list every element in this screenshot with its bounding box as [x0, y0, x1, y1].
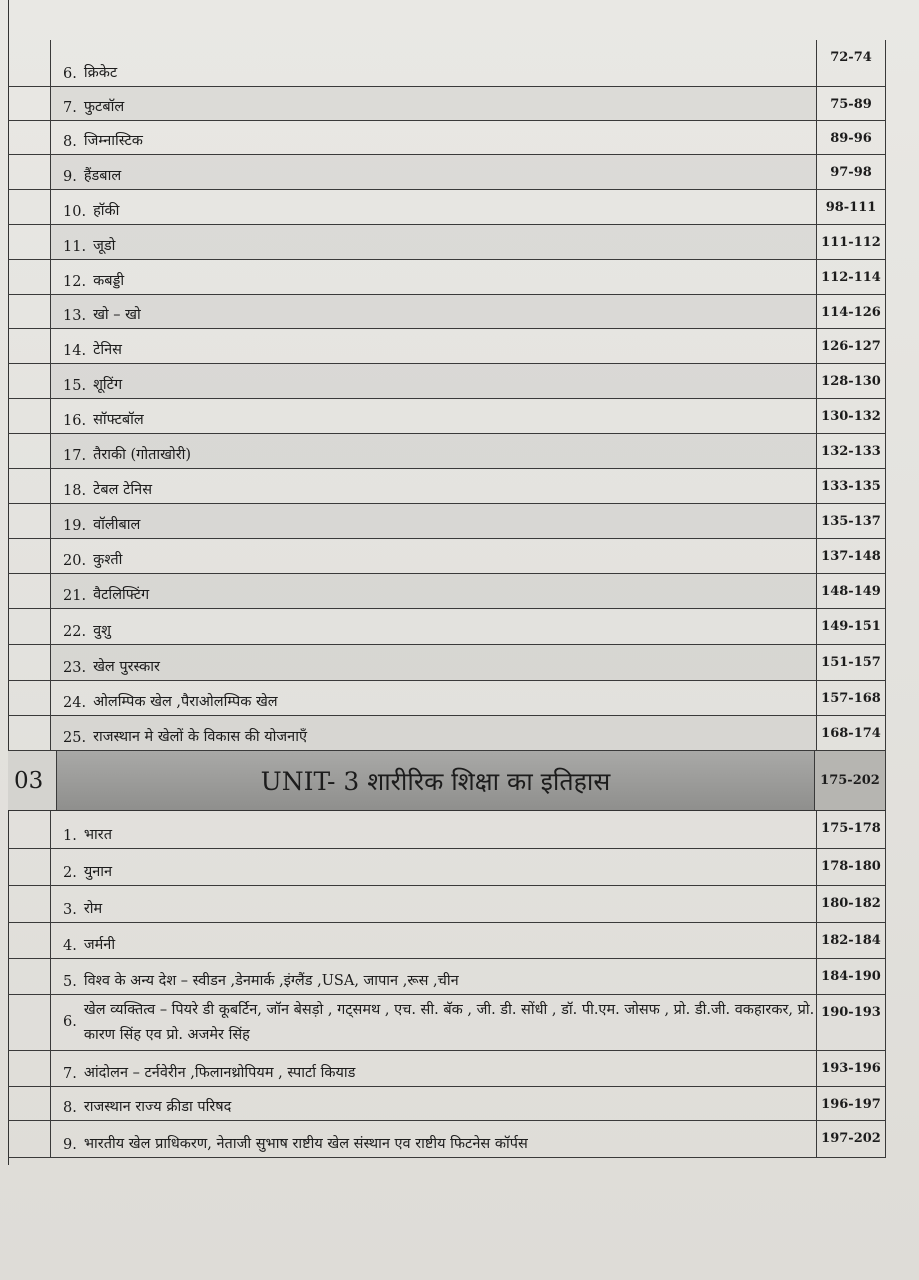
toc-entry-number: 24.	[63, 695, 87, 711]
toc-entry-text: युनान	[83, 864, 113, 880]
toc-entry-title	[50, 923, 816, 958]
toc-row	[8, 574, 886, 609]
toc-entry-title	[50, 681, 816, 715]
toc-entry-pages: 184-190	[816, 959, 886, 994]
toc-row	[8, 364, 886, 399]
toc-entry-pages: 151-157	[816, 645, 886, 680]
toc-entry-title	[50, 1087, 816, 1120]
toc-entry-pages: 175-178	[816, 811, 886, 848]
toc-entry-title	[50, 1051, 816, 1086]
toc-entry-title	[50, 155, 816, 189]
toc-entry-title	[50, 121, 816, 154]
toc-row	[8, 190, 886, 225]
row-margin	[8, 539, 50, 573]
toc-entry-pages: 178-180	[816, 849, 886, 885]
toc-entry-number: 23.	[63, 660, 87, 676]
toc-row	[8, 504, 886, 539]
toc-entry-pages: 137-148	[816, 539, 886, 573]
toc-entry-text: कुश्ती	[93, 552, 123, 568]
toc-entry-number: 9.	[63, 169, 77, 185]
toc-entry-number: 6.	[63, 1014, 77, 1031]
toc-entry-pages: 126-127	[816, 329, 886, 363]
toc-row	[8, 716, 886, 751]
toc-entry-pages: 148-149	[816, 574, 886, 608]
toc-entry-number: 18.	[63, 483, 87, 499]
toc-entry-number: 16.	[63, 413, 87, 429]
toc-row	[8, 681, 886, 716]
toc-row	[8, 539, 886, 574]
toc-entry-text: कबड्डी	[93, 273, 125, 289]
toc-entry-title	[50, 364, 816, 398]
row-margin	[8, 469, 50, 503]
toc-entry-text: हैंडबाल	[83, 168, 122, 184]
toc-entry-pages: 114-126	[816, 295, 886, 328]
row-margin	[8, 225, 50, 259]
toc-entry-text: वॉलीबाल	[93, 517, 141, 533]
row-margin	[8, 959, 50, 994]
row-margin	[8, 574, 50, 608]
unit-title: UNIT- 3 शारीरिक शिक्षा का इतिहास	[56, 751, 814, 810]
toc-entry-pages: 197-202	[816, 1121, 886, 1157]
toc-entry-pages: 182-184	[816, 923, 886, 958]
toc-entry-number: 22.	[63, 624, 87, 640]
row-margin	[8, 645, 50, 680]
toc-entry-text: टेबल टेनिस	[93, 482, 153, 498]
row-margin	[8, 260, 50, 294]
toc-section-unit-2	[8, 40, 886, 751]
toc-entry-text: राजस्थान मे खेलों के विकास की योजनाएँ	[93, 729, 307, 745]
toc-entry-pages: 132-133	[816, 434, 886, 468]
toc-entry-number: 21.	[63, 588, 87, 604]
toc-entry-title	[50, 469, 816, 503]
row-margin	[8, 295, 50, 328]
toc-entry-number: 1.	[63, 828, 77, 844]
toc-entry-number: 8.	[63, 1100, 77, 1116]
toc-entry-title	[50, 811, 816, 848]
toc-entry-number: 17.	[63, 448, 87, 464]
toc-entry-title	[50, 574, 816, 608]
toc-entry-title	[50, 609, 816, 644]
toc-row	[8, 295, 886, 329]
toc-entry-pages: 130-132	[816, 399, 886, 433]
toc-entry-text: विश्व के अन्य देश – स्वीडन ,डेनमार्क ,इंग्लैंड ,USA, जापान ,रूस ,चीन	[83, 973, 459, 989]
toc-entry-number: 7.	[63, 1066, 77, 1082]
toc-entry-text: सॉफ्टबॉल	[93, 412, 144, 428]
toc-entry-title	[50, 87, 816, 120]
toc-row	[8, 399, 886, 434]
row-margin	[8, 811, 50, 848]
toc-entry-number: 19.	[63, 518, 87, 534]
row-margin	[8, 155, 50, 189]
row-margin	[8, 87, 50, 120]
toc-row	[8, 155, 886, 190]
toc-entry-pages: 149-151	[816, 609, 886, 644]
toc-row	[8, 609, 886, 645]
toc-row	[8, 1087, 886, 1121]
toc-entry-pages: 111-112	[816, 225, 886, 259]
toc-entry-text: आंदोलन – टर्नवेरीन ,फिलानथ्रोपियम , स्पार्टा कियाड	[83, 1065, 356, 1081]
row-margin	[8, 849, 50, 885]
toc-entry-number: 5.	[63, 974, 77, 990]
row-margin	[8, 40, 50, 86]
row-margin	[8, 434, 50, 468]
toc-entry-number: 2.	[63, 865, 77, 881]
toc-entry-title	[50, 329, 816, 363]
toc-row	[8, 959, 886, 995]
toc-entry-number: 9.	[63, 1137, 77, 1153]
toc-entry-number: 10.	[63, 204, 87, 220]
toc-row	[8, 434, 886, 469]
toc-entry-pages: 193-196	[816, 1051, 886, 1086]
toc-entry-text: खेल पुरस्कार	[93, 659, 160, 675]
toc-entry-pages: 128-130	[816, 364, 886, 398]
toc-row	[8, 40, 886, 87]
toc-entry-title	[50, 260, 816, 294]
toc-row	[8, 995, 886, 1051]
row-margin	[8, 364, 50, 398]
row-margin	[8, 1087, 50, 1120]
toc-entry-pages: 75-89	[816, 87, 886, 120]
toc-entry-number: 20.	[63, 553, 87, 569]
toc-entry-pages: 133-135	[816, 469, 886, 503]
row-margin	[8, 681, 50, 715]
toc-entry-pages: 190-193	[816, 995, 886, 1050]
toc-entry-pages: 180-182	[816, 886, 886, 922]
toc-row	[8, 121, 886, 155]
toc-row	[8, 849, 886, 886]
toc-entry-title	[50, 959, 816, 994]
toc-row	[8, 886, 886, 923]
toc-entry-text: खो – खो	[93, 307, 141, 323]
toc-entry-pages: 72-74	[816, 40, 886, 86]
toc-entry-number: 13.	[63, 308, 87, 324]
toc-entry-number: 11.	[63, 239, 87, 255]
toc-entry-title	[50, 504, 816, 538]
toc-entry-number: 3.	[63, 902, 77, 918]
row-margin	[8, 399, 50, 433]
unit-code: 03	[8, 751, 56, 810]
toc-entry-text: रोम	[83, 901, 103, 917]
toc-entry-text: जर्मनी	[83, 937, 116, 953]
toc-entry-pages: 98-111	[816, 190, 886, 224]
unit-header-row	[8, 751, 886, 811]
toc-entry-text: हॉकी	[93, 203, 120, 219]
toc-entry-title	[50, 190, 816, 224]
toc-row	[8, 645, 886, 681]
toc-entry-text: शूटिंग	[93, 377, 123, 393]
toc-row	[8, 811, 886, 849]
toc-entry-text: ओलम्पिक खेल ,पैराओलम्पिक खेल	[93, 694, 278, 710]
row-margin	[8, 716, 50, 750]
toc-entry-number: 4.	[63, 938, 77, 954]
row-margin	[8, 329, 50, 363]
toc-entry-title	[50, 399, 816, 433]
toc-entry-title	[50, 995, 816, 1050]
toc-entry-number: 6.	[63, 66, 77, 82]
toc-entry-text: राजस्थान राज्य क्रीडा परिषद	[83, 1099, 232, 1115]
toc-entry-text: जूडो	[93, 238, 116, 254]
toc-section-unit-3	[8, 811, 886, 1158]
row-margin	[8, 609, 50, 644]
toc-row	[8, 1051, 886, 1087]
toc-entry-text: भारत	[83, 827, 112, 843]
toc-entry-pages: 112-114	[816, 260, 886, 294]
toc-row	[8, 329, 886, 364]
toc-entry-number: 14.	[63, 343, 87, 359]
table-of-contents	[8, 40, 886, 1158]
row-margin	[8, 923, 50, 958]
toc-entry-text: तैराकी (गोताखोरी)	[93, 447, 192, 463]
toc-entry-title	[50, 40, 816, 86]
unit-pages: 175-202	[814, 751, 886, 810]
row-margin	[8, 995, 50, 1050]
toc-entry-text: वुशु	[93, 623, 111, 639]
toc-row	[8, 1121, 886, 1158]
toc-entry-title	[50, 434, 816, 468]
toc-entry-number: 15.	[63, 378, 87, 394]
toc-entry-pages: 157-168	[816, 681, 886, 715]
row-margin	[8, 1121, 50, 1157]
toc-entry-number: 25.	[63, 730, 87, 746]
toc-entry-number: 7.	[63, 100, 77, 116]
toc-entry-title	[50, 295, 816, 328]
toc-entry-title	[50, 539, 816, 573]
toc-entry-title	[50, 886, 816, 922]
toc-row	[8, 260, 886, 295]
toc-entry-pages: 135-137	[816, 504, 886, 538]
toc-row	[8, 87, 886, 121]
toc-entry-pages: 196-197	[816, 1087, 886, 1120]
row-margin	[8, 886, 50, 922]
toc-row	[8, 469, 886, 504]
row-margin	[8, 504, 50, 538]
toc-entry-text: जिम्नास्टिक	[83, 133, 143, 149]
toc-entry-title	[50, 849, 816, 885]
toc-entry-title	[50, 645, 816, 680]
toc-entry-number: 8.	[63, 134, 77, 150]
toc-entry-title	[50, 716, 816, 750]
toc-row	[8, 923, 886, 959]
toc-row	[8, 225, 886, 260]
row-margin	[8, 1051, 50, 1086]
toc-entry-text: भारतीय खेल प्राधिकरण, नेताजी सुभाष राष्टीय खेल संस्थान एव राष्टीय फिटनेस कॉर्पस	[83, 1136, 528, 1152]
toc-entry-pages: 89-96	[816, 121, 886, 154]
toc-entry-title	[50, 225, 816, 259]
toc-entry-number: 12.	[63, 274, 87, 290]
row-margin	[8, 121, 50, 154]
toc-entry-text: वैटलिफ्टिंग	[93, 587, 150, 603]
toc-entry-text: टेनिस	[93, 342, 122, 358]
toc-entry-pages: 97-98	[816, 155, 886, 189]
toc-entry-pages: 168-174	[816, 716, 886, 750]
toc-entry-text: फुटबॉल	[83, 99, 125, 115]
row-margin	[8, 190, 50, 224]
toc-entry-text: क्रिकेट	[83, 65, 118, 81]
toc-entry-text: खेल व्यक्तित्व – पियरे डी कूबर्टिन, जॉन बेसड़ो , गट्समथ , एच. सी. बॅक , जी. डी. सोंधी , डॉ. पी.एम. जोसफ , प्रो. डी.जी. वकहारकर, प्रो. कारण सिंह एव प्रो. अजमेर सिंह	[83, 1001, 815, 1043]
toc-entry-title	[50, 1121, 816, 1157]
